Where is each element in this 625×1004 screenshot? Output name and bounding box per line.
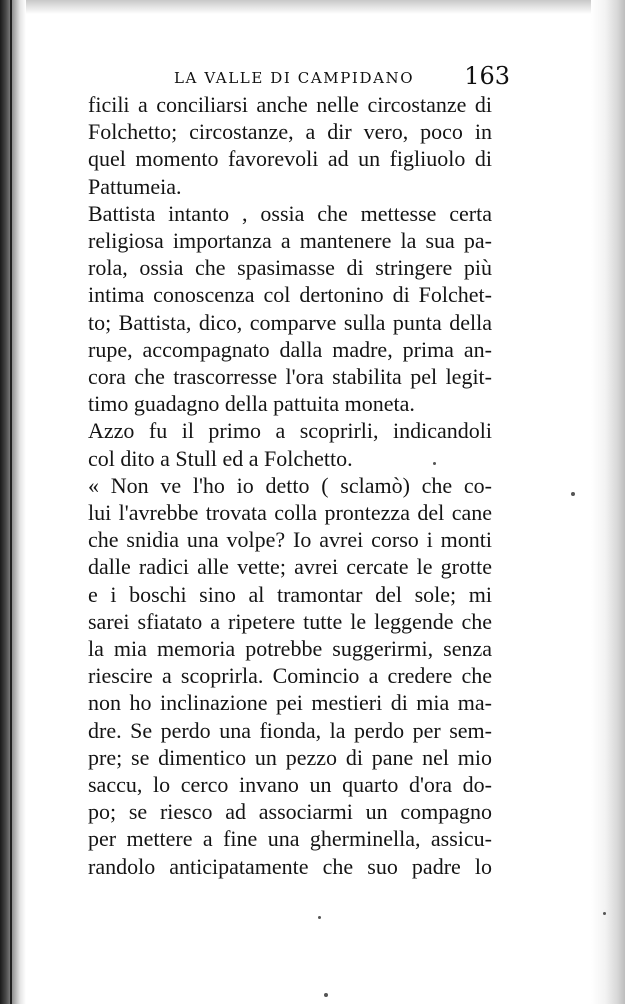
text-line: non ho inclinazione pei mestieri di mia ma- (88, 690, 492, 716)
page-number: 163 (464, 62, 510, 90)
text-line: per mettere a fine una gherminella, assicu- (88, 826, 492, 852)
text-line: Folchetto; circostanze, a dir vero, poco in (88, 119, 492, 145)
text-line: randolo anticipatamente che suo padre lo (88, 853, 492, 879)
ink-speck (433, 462, 436, 465)
text-line: intima conoscenza col dertonino di Folchet- (88, 282, 492, 308)
text-line: riescire a scoprirla. Comincio a credere che (88, 663, 492, 689)
text-line: che snidia una volpe? Io avrei corso i monti (88, 527, 492, 553)
running-title: LA VALLE DI CAMPIDANO (174, 69, 415, 87)
text-line: to; Battista, dico, comparve sulla punta della (88, 309, 492, 335)
text-line: rupe, accompagnato dalla madre, prima an- (88, 336, 492, 362)
text-line: cora che trascorresse l'ora stabilita pel legit- (88, 364, 492, 390)
text-line: Battista intanto , ossia che mettesse certa (88, 200, 492, 226)
binding-line (10, 0, 12, 1004)
text-line: sarei sfiatato a ripetere tutte le leggende che (88, 608, 492, 634)
text-line: religiosa importanza a mantenere la sua pa- (88, 228, 492, 254)
page-top-edge (0, 0, 625, 14)
text-line: dre. Se perdo una fionda, la perdo per sem- (88, 717, 492, 743)
text-line: « Non ve l'ho io detto ( sclamò) che co- (88, 472, 492, 498)
text-line: dalle radici alle vette; avrei cercate le grotte (88, 554, 492, 580)
text-line: col dito a Stull ed a Folchetto. (88, 445, 353, 471)
text-line: ficili a conciliarsi anche nelle circostanze di (88, 92, 492, 117)
text-line: quel momento favorevoli ad un figliuolo di (88, 146, 492, 172)
ink-speck (324, 993, 328, 997)
text-line: timo guadagno della pattuita moneta. (88, 391, 415, 417)
text-line: rola, ossia che spasimasse di stringere più (88, 255, 492, 281)
text-line: saccu, lo cerco invano un quarto d'ora do- (88, 772, 492, 798)
text-line: e i boschi sino al tramontar del sole; mi (88, 581, 492, 607)
ink-speck (603, 912, 606, 915)
binding-shadow (0, 0, 26, 1004)
text-line: po; se riesco ad associarmi un compagno (88, 799, 492, 825)
text-line: Pattumeia. (88, 173, 182, 199)
ink-speck (571, 492, 575, 496)
ink-speck (318, 916, 321, 919)
page-header (88, 62, 510, 92)
text-line: lui l'avrebbe trovata colla prontezza del cane (88, 500, 492, 526)
text-line: la mia memoria potrebbe suggerirmi, senza (88, 636, 492, 662)
page-right-edge (591, 0, 625, 1004)
body-text (88, 91, 492, 880)
text-line: Azzo fu il primo a scoprirli, indicandoli (88, 418, 492, 444)
text-line: pre; se dimentico un pezzo di pane nel mio (88, 744, 492, 770)
